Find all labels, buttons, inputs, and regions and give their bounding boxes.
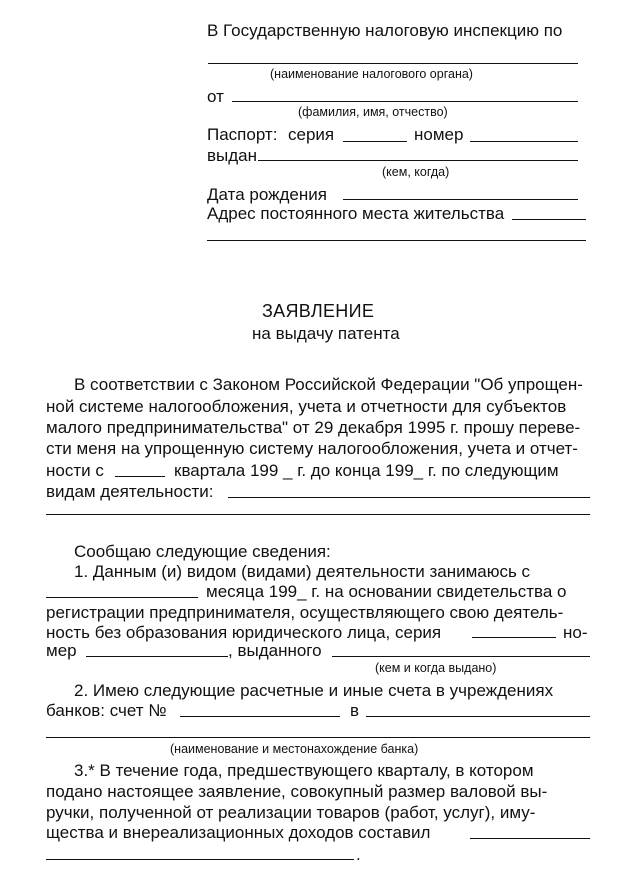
paragraph-1-line-4: сти меня на упрощенную систему налогообложения, учета и отчет- (46, 439, 578, 458)
tax-authority-blank (208, 63, 578, 64)
number-label: номер (414, 125, 464, 144)
item-3-line-2: подано настоящее заявление, совокупный размер валовой вы- (46, 782, 548, 801)
document-subtitle: на выдачу патента (252, 324, 400, 343)
revenue-blank-1 (470, 838, 590, 839)
paragraph-1-line-5b: квартала 199 _ г. до конца 199_ г. по следующим (174, 461, 559, 480)
name-caption: (фамилия, имя, отчество) (298, 105, 448, 119)
paragraph-1-line-1: В соответствии с Законом Российской Федерации "Об упрощен- (74, 375, 583, 394)
addressee-line: В Государственную налоговую инспекцию по (207, 21, 563, 40)
document-title: ЗАЯВЛЕНИЕ (262, 301, 375, 321)
item-3-period: . (356, 845, 361, 864)
item-1-line-3: регистрации предпринимателя, осуществляющего свою деятель- (46, 603, 564, 622)
passport-label: Паспорт: (207, 125, 278, 144)
name-blank (232, 101, 578, 102)
from-label: от (207, 87, 224, 106)
series-label: серия (288, 125, 335, 144)
item-1-line-4b: но- (563, 623, 588, 642)
revenue-blank-2 (46, 859, 354, 860)
item-3-line-3: ручки, полученной от реализации товаров (работ, услуг), иму- (46, 803, 536, 822)
address-blank-2 (207, 240, 586, 241)
activities-blank-2 (46, 514, 590, 515)
item-1-line-2: месяца 199_ г. на основании свидетельства о (206, 582, 567, 601)
paragraph-1-line-5a: ности с (46, 461, 104, 480)
item-3-line-1: 3.* В течение года, предшествующего кварталу, в котором (74, 761, 534, 780)
item-2-line-1: 2. Имею следующие расчетные и иные счета в учреждениях (74, 681, 554, 700)
paragraph-1-line-2: ной системе налогообложения, учета и отчетности для субъектов (46, 397, 567, 416)
paragraph-1-line-6: видам деятельности: (46, 482, 214, 501)
item-1-line-5b: , выданного (228, 641, 322, 660)
info-intro: Сообщаю следующие сведения: (74, 542, 331, 561)
account-number-blank (180, 716, 340, 717)
quarter-blank (115, 476, 165, 477)
item-2-line-2b: в (350, 701, 360, 720)
issued-label: выдан (207, 146, 258, 165)
number-blank (470, 141, 578, 142)
series-blank (343, 141, 407, 142)
item-2-line-2a: банков: счет № (46, 701, 167, 720)
issued-caption: (кем, когда) (382, 165, 450, 179)
certificate-series-blank (472, 637, 556, 638)
item-1-caption: (кем и когда выдано) (375, 661, 497, 675)
item-2-caption: (наименование и местонахождение банка) (170, 742, 419, 756)
address-label: Адрес постоянного места жительства (207, 204, 505, 223)
item-3-line-4: щества и внереализационных доходов составил (46, 823, 431, 842)
item-1-line-5a: мер (46, 641, 77, 660)
address-blank-1 (512, 219, 586, 220)
bank-blank-1 (366, 716, 590, 717)
birth-date-label: Дата рождения (207, 185, 327, 204)
bank-blank-2 (46, 737, 590, 738)
item-1-line-1: 1. Данным (и) видом (видами) деятельности занимаюсь с (74, 562, 531, 581)
paragraph-1-line-3: малого предпринимательства" от 29 декабря 1995 г. прошу переве- (46, 418, 581, 437)
item-1-start-blank (46, 597, 198, 598)
birth-date-blank (343, 199, 578, 200)
certificate-number-blank (86, 656, 228, 657)
issued-blank (258, 160, 578, 161)
tax-authority-caption: (наименование налогового органа) (270, 67, 473, 81)
issued-by-blank (332, 656, 590, 657)
item-1-line-4a: ность без образования юридического лица, серия (46, 623, 442, 642)
activities-blank-1 (228, 497, 590, 498)
